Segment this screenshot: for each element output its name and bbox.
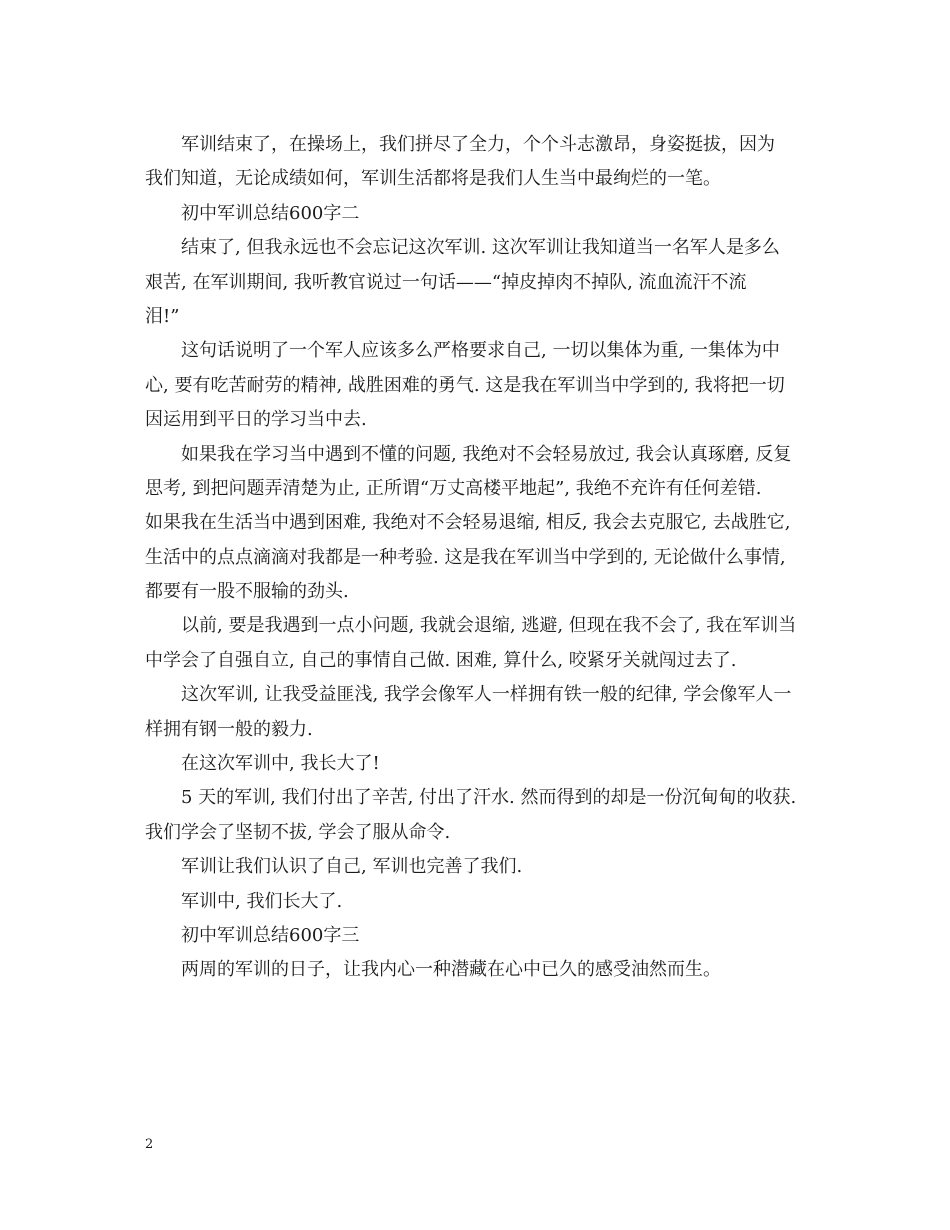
text-line: 样拥有钢一般的毅力. (145, 718, 313, 740)
text-line: 我们知道，无论成绩如何，军训生活都将是我们人生当中最绚烂的一笔。 (145, 168, 721, 190)
document-body (145, 128, 810, 988)
text-line: 初中军训总结600字三 (181, 924, 360, 946)
text-line: 泪!” (145, 305, 180, 327)
text-line: 如果我在学习当中遇到不懂的问题, 我绝对不会轻易放过, 我会认真琢磨, 反复 (181, 443, 792, 465)
text-line: 都要有一股不服输的劲头. (145, 581, 349, 603)
page-number: 2 (145, 1137, 154, 1152)
text-line: 心, 要有吃苦耐劳的精神, 战胜困难的勇气. 这是我在军训当中学到的, 我将把一切 (145, 374, 785, 396)
text-line: 军训结束了，在操场上，我们拼尽了全力，个个斗志激昂，身姿挺拔，因为 (181, 134, 775, 155)
text-line: 初中军训总结600字二 (181, 202, 360, 224)
text-line: 中学会了自强自立, 自己的事情自己做. 困难, 算什么, 咬紧牙关就闯过去了. (145, 649, 737, 671)
text-line: 以前, 要是我遇到一点小问题, 我就会退缩, 逃避, 但现在我不会了, 我在军训当 (181, 615, 797, 637)
text-line: 这次军训, 让我受益匪浅, 我学会像军人一样拥有铁一般的纪律, 学会像军人一 (181, 684, 792, 706)
text-line: 生活中的点点滴滴对我都是一种考验. 这是我在军训当中学到的, 无论做什么事情, (145, 546, 786, 568)
text-line: 结束了, 但我永远也不会忘记这次军训. 这次军训让我知道当一名军人是多么 (181, 237, 780, 259)
text-line: 因运用到平日的学习当中去. (145, 409, 367, 431)
text-line: 军训让我们认识了自己, 军训也完善了我们. (181, 856, 523, 878)
text-line: 我们学会了坚韧不拔, 学会了服从命令. (145, 821, 451, 843)
text-line: 这句话说明了一个军人应该多么严格要求自己, 一切以集体为重, 一集体为中 (181, 340, 780, 362)
text-line: 5 天的军训, 我们付出了辛苦, 付出了汗水. 然而得到的却是一份沉甸甸的收获. (181, 787, 797, 809)
text-line: 军训中, 我们长大了. (181, 890, 343, 912)
text-line: 两周的军训的日子，让我内心一种潜藏在心中已久的感受油然而生。 (181, 959, 721, 981)
text-line: 思考, 到把问题弄清楚为止, 正所谓“万丈高楼平地起”, 我绝不充许有任何差错. (145, 477, 762, 499)
text-line: 艰苦, 在军训期间, 我听教官说过一句话——“掉皮掉肉不掉队, 流血流汗不流 (145, 271, 747, 293)
text-line: 如果我在生活当中遇到困难, 我绝对不会轻易退缩, 相反, 我会去克服它, 去战胜它, (145, 512, 791, 534)
text-line: 在这次军训中, 我长大了! (181, 753, 380, 775)
